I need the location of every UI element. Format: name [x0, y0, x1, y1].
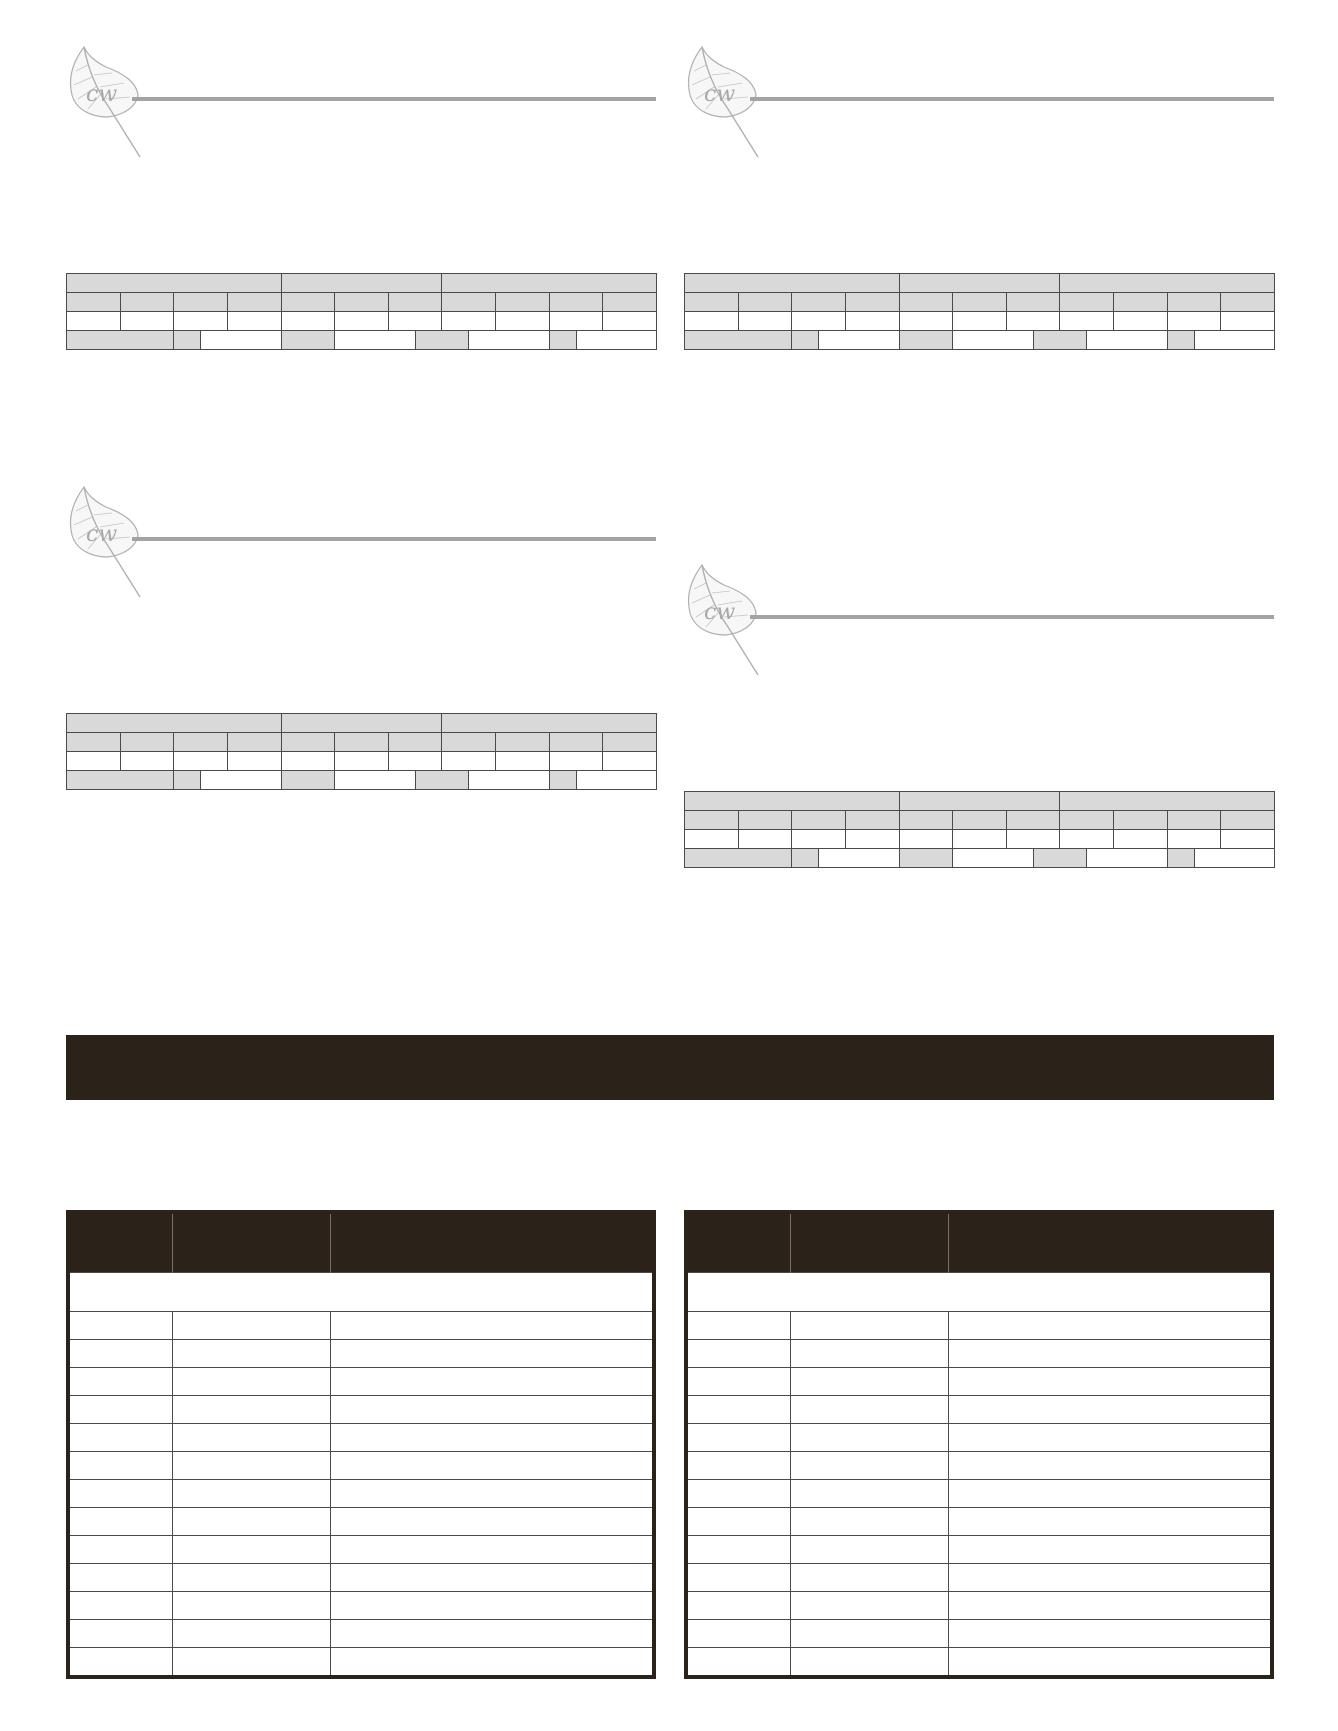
log-row — [686, 1340, 1272, 1368]
log-cell[interactable] — [68, 1424, 172, 1452]
spec-cell — [67, 274, 282, 293]
spec-grid — [66, 713, 657, 790]
log-row — [68, 1396, 654, 1424]
log-cell[interactable] — [948, 1620, 1272, 1648]
title-rule — [750, 615, 1274, 619]
log-row — [68, 1452, 654, 1480]
log-cell[interactable] — [172, 1592, 330, 1620]
log-cell[interactable] — [790, 1368, 948, 1396]
spec-cell — [1221, 811, 1275, 830]
card-header — [66, 485, 656, 605]
spec-cell — [67, 331, 174, 350]
log-row — [686, 1424, 1272, 1452]
spec-card — [66, 45, 656, 165]
spec-cell — [120, 733, 174, 752]
log-cell[interactable] — [172, 1396, 330, 1424]
log-row — [68, 1536, 654, 1564]
spec-cell — [388, 733, 442, 752]
log-row — [68, 1480, 654, 1508]
spec-cell — [1060, 792, 1275, 811]
spec-cell — [603, 733, 657, 752]
spec-subheader-row — [67, 293, 657, 312]
spec-cell — [335, 293, 389, 312]
leaf-icon — [684, 45, 764, 163]
log-cell[interactable] — [686, 1564, 790, 1592]
log-cell[interactable] — [686, 1368, 790, 1396]
spec-cell — [335, 331, 415, 350]
log-cell[interactable] — [68, 1592, 172, 1620]
log-cell[interactable] — [330, 1312, 654, 1340]
log-cell[interactable] — [172, 1536, 330, 1564]
spec-cell — [845, 293, 899, 312]
spec-cell — [792, 849, 819, 868]
log-cell[interactable] — [948, 1312, 1272, 1340]
log-cell[interactable] — [172, 1620, 330, 1648]
spec-cell — [845, 811, 899, 830]
spec-cell — [576, 331, 656, 350]
log-cell[interactable] — [948, 1536, 1272, 1564]
log-cell[interactable] — [330, 1648, 654, 1678]
spec-cell — [1167, 849, 1194, 868]
log-cell[interactable] — [948, 1452, 1272, 1480]
spec-cell — [67, 293, 121, 312]
spec-cell — [549, 331, 576, 350]
log-cell[interactable] — [330, 1368, 654, 1396]
spec-cell — [1221, 312, 1275, 331]
spec-card — [684, 45, 1274, 165]
log-cell[interactable] — [330, 1480, 654, 1508]
spec-cell — [953, 849, 1033, 868]
spec-value-row — [685, 312, 1275, 331]
log-row — [686, 1592, 1272, 1620]
log-row — [686, 1312, 1272, 1340]
spec-cell — [281, 293, 335, 312]
spec-cell — [415, 331, 469, 350]
log-header-cell — [790, 1212, 948, 1273]
spec-cell — [792, 331, 819, 350]
spec-subheader-row — [685, 811, 1275, 830]
log-header-cell — [172, 1212, 330, 1273]
spec-footer-row — [685, 331, 1275, 350]
log-section-cell[interactable] — [68, 1273, 654, 1312]
spec-cell — [549, 733, 603, 752]
spec-cell — [792, 811, 846, 830]
spec-cell — [335, 733, 389, 752]
spec-cell — [953, 331, 1033, 350]
spec-cell — [174, 312, 228, 331]
spec-cell — [415, 771, 469, 790]
spec-cell — [1060, 312, 1114, 331]
log-header-cell — [330, 1212, 654, 1273]
spec-cell — [685, 331, 792, 350]
spec-grid — [684, 273, 1275, 350]
spec-cell — [792, 293, 846, 312]
spec-value-row — [67, 312, 657, 331]
spec-cell — [603, 752, 657, 771]
spec-cell — [1060, 293, 1114, 312]
log-row — [68, 1340, 654, 1368]
spec-cell — [388, 293, 442, 312]
spec-cell — [549, 293, 603, 312]
log-cell[interactable] — [790, 1396, 948, 1424]
spec-cell — [1167, 312, 1221, 331]
log-cell[interactable] — [68, 1536, 172, 1564]
spec-cell — [496, 752, 550, 771]
spec-cell — [1060, 274, 1275, 293]
log-section-cell[interactable] — [686, 1273, 1272, 1312]
spec-footer-row — [67, 771, 657, 790]
log-table-left — [66, 1210, 656, 1679]
spec-cell — [792, 830, 846, 849]
spec-cell — [120, 312, 174, 331]
log-row — [68, 1508, 654, 1536]
log-row — [68, 1648, 654, 1678]
log-cell[interactable] — [172, 1368, 330, 1396]
log-cell[interactable] — [790, 1564, 948, 1592]
log-cell[interactable] — [330, 1508, 654, 1536]
spec-cell — [1006, 830, 1060, 849]
log-cell[interactable] — [948, 1480, 1272, 1508]
log-cell[interactable] — [948, 1648, 1272, 1678]
log-cell[interactable] — [686, 1312, 790, 1340]
spec-cell — [549, 752, 603, 771]
log-cell[interactable] — [172, 1480, 330, 1508]
log-row — [686, 1620, 1272, 1648]
spec-cell — [1114, 830, 1168, 849]
log-cell[interactable] — [172, 1564, 330, 1592]
log-cell[interactable] — [330, 1620, 654, 1648]
log-cell[interactable] — [68, 1648, 172, 1678]
log-cell[interactable] — [68, 1368, 172, 1396]
log-cell[interactable] — [948, 1508, 1272, 1536]
log-row — [68, 1564, 654, 1592]
spec-grid — [684, 791, 1275, 868]
spec-cell — [685, 274, 900, 293]
spec-cell — [953, 312, 1007, 331]
spec-cell — [442, 714, 657, 733]
log-row — [68, 1424, 654, 1452]
log-cell[interactable] — [948, 1592, 1272, 1620]
spec-cell — [603, 293, 657, 312]
spec-cell — [281, 274, 442, 293]
spec-cell — [442, 733, 496, 752]
log-cell[interactable] — [68, 1340, 172, 1368]
log-cell[interactable] — [172, 1648, 330, 1678]
spec-cell — [1087, 331, 1167, 350]
spec-cell — [845, 830, 899, 849]
log-row — [686, 1648, 1272, 1678]
spec-cell — [227, 293, 281, 312]
log-row — [68, 1368, 654, 1396]
spec-cell — [899, 312, 953, 331]
spec-cell — [899, 792, 1060, 811]
log-cell[interactable] — [790, 1648, 948, 1678]
spec-cell — [685, 830, 739, 849]
spec-cell — [899, 331, 953, 350]
spec-cell — [1033, 849, 1087, 868]
spec-cell — [388, 752, 442, 771]
spec-cell — [469, 771, 549, 790]
spec-cell — [845, 312, 899, 331]
log-cell[interactable] — [686, 1536, 790, 1564]
spec-cell — [738, 312, 792, 331]
spec-cell — [1167, 331, 1194, 350]
spec-cell — [281, 752, 335, 771]
spec-cell — [1167, 811, 1221, 830]
logo-text: cw — [704, 82, 736, 107]
log-cell[interactable] — [68, 1620, 172, 1648]
spec-cell — [442, 312, 496, 331]
log-cell[interactable] — [330, 1424, 654, 1452]
spec-cell — [576, 771, 656, 790]
spec-cell — [67, 733, 121, 752]
log-cell[interactable] — [948, 1424, 1272, 1452]
log-cell[interactable] — [172, 1424, 330, 1452]
spec-value-row — [685, 830, 1275, 849]
spec-cell — [227, 312, 281, 331]
spec-cell — [685, 849, 792, 868]
spec-cell — [1194, 849, 1274, 868]
log-cell[interactable] — [790, 1592, 948, 1620]
spec-cell — [603, 312, 657, 331]
log-cell[interactable] — [172, 1340, 330, 1368]
log-cell[interactable] — [948, 1368, 1272, 1396]
log-section-row — [68, 1273, 654, 1312]
log-cell[interactable] — [172, 1452, 330, 1480]
leaf-icon — [66, 45, 146, 163]
log-cell[interactable] — [790, 1508, 948, 1536]
spec-cell — [1114, 293, 1168, 312]
spec-subheader-row — [67, 733, 657, 752]
spec-cell — [1114, 312, 1168, 331]
logo-text: cw — [86, 522, 118, 547]
log-header-row — [686, 1212, 1272, 1273]
logo-text: cw — [704, 600, 736, 625]
spec-cell — [496, 733, 550, 752]
spec-cell — [201, 771, 281, 790]
spec-cell — [899, 274, 1060, 293]
spec-cell — [227, 752, 281, 771]
spec-cell — [67, 312, 121, 331]
log-cell[interactable] — [790, 1424, 948, 1452]
log-cell[interactable] — [790, 1452, 948, 1480]
spec-cell — [335, 771, 415, 790]
spec-cell — [1006, 811, 1060, 830]
spec-footer-row — [67, 331, 657, 350]
log-cell[interactable] — [686, 1452, 790, 1480]
log-cell[interactable] — [790, 1340, 948, 1368]
spec-cell — [174, 771, 201, 790]
spec-cell — [1194, 331, 1274, 350]
spec-cell — [738, 293, 792, 312]
log-cell[interactable] — [790, 1536, 948, 1564]
log-rows — [686, 1312, 1272, 1678]
log-cell[interactable] — [330, 1564, 654, 1592]
spec-cell — [899, 849, 953, 868]
spec-cell — [1033, 331, 1087, 350]
spec-cell — [174, 293, 228, 312]
spec-group-row — [67, 714, 657, 733]
log-rows — [68, 1312, 654, 1678]
log-cell[interactable] — [330, 1340, 654, 1368]
spec-subheader-row — [685, 293, 1275, 312]
title-rule — [132, 97, 656, 101]
log-row — [686, 1508, 1272, 1536]
spec-cell — [67, 771, 174, 790]
spec-cell — [549, 312, 603, 331]
spec-cell — [496, 293, 550, 312]
title-rule — [132, 537, 656, 541]
spec-cell — [335, 312, 389, 331]
leaf-icon — [684, 563, 764, 681]
spec-cell — [120, 752, 174, 771]
title-rule — [750, 97, 1274, 101]
spec-cell — [120, 293, 174, 312]
spec-cell — [469, 331, 549, 350]
leaf-icon — [66, 485, 146, 603]
log-cell[interactable] — [330, 1396, 654, 1424]
spec-cell — [953, 830, 1007, 849]
spec-cell — [1167, 293, 1221, 312]
card-header — [684, 45, 1274, 165]
section-banner — [66, 1035, 1274, 1100]
card-header — [684, 563, 1274, 683]
log-cell[interactable] — [790, 1312, 948, 1340]
log-header-cell — [686, 1212, 790, 1273]
log-row — [686, 1480, 1272, 1508]
spec-group-row — [685, 792, 1275, 811]
spec-cell — [685, 811, 739, 830]
spec-cell — [685, 293, 739, 312]
log-row — [686, 1452, 1272, 1480]
spec-cell — [281, 331, 335, 350]
spec-cell — [1221, 830, 1275, 849]
log-section-row — [686, 1273, 1272, 1312]
spec-cell — [1087, 849, 1167, 868]
log-cell[interactable] — [686, 1396, 790, 1424]
spec-cell — [899, 293, 953, 312]
log-row — [68, 1312, 654, 1340]
log-row — [686, 1368, 1272, 1396]
log-cell[interactable] — [948, 1564, 1272, 1592]
spec-cell — [792, 312, 846, 331]
log-cell[interactable] — [172, 1508, 330, 1536]
spec-card — [684, 563, 1274, 683]
spec-cell — [227, 733, 281, 752]
log-cell[interactable] — [330, 1536, 654, 1564]
spec-cell — [1060, 811, 1114, 830]
spec-cell — [442, 274, 657, 293]
spec-cell — [549, 771, 576, 790]
spec-cell — [819, 331, 899, 350]
spec-cell — [1114, 811, 1168, 830]
spec-grid — [66, 273, 657, 350]
spec-cell — [819, 849, 899, 868]
spec-cell — [1221, 293, 1275, 312]
spec-cell — [685, 312, 739, 331]
log-cell[interactable] — [948, 1396, 1272, 1424]
spec-group-row — [685, 274, 1275, 293]
log-cell[interactable] — [790, 1620, 948, 1648]
spec-cell — [67, 752, 121, 771]
spec-cell — [281, 771, 335, 790]
spec-cell — [1006, 293, 1060, 312]
log-cell[interactable] — [68, 1452, 172, 1480]
log-cell[interactable] — [68, 1480, 172, 1508]
spec-cell — [738, 811, 792, 830]
log-row — [686, 1536, 1272, 1564]
log-cell[interactable] — [790, 1480, 948, 1508]
log-cell[interactable] — [686, 1648, 790, 1678]
spec-cell — [738, 830, 792, 849]
spec-cell — [281, 714, 442, 733]
spec-cell — [1060, 830, 1114, 849]
spec-cell — [685, 792, 900, 811]
log-row — [686, 1564, 1272, 1592]
log-cell[interactable] — [68, 1312, 172, 1340]
spec-cell — [899, 811, 953, 830]
log-row — [68, 1592, 654, 1620]
log-cell[interactable] — [330, 1452, 654, 1480]
spec-cell — [281, 733, 335, 752]
spec-cell — [953, 811, 1007, 830]
spec-cell — [442, 293, 496, 312]
spec-card — [66, 485, 656, 605]
spec-cell — [174, 733, 228, 752]
log-cell[interactable] — [68, 1564, 172, 1592]
log-cell[interactable] — [68, 1396, 172, 1424]
spec-footer-row — [685, 849, 1275, 868]
log-cell[interactable] — [330, 1592, 654, 1620]
spec-cell — [67, 714, 282, 733]
log-header-cell — [948, 1212, 1272, 1273]
log-cell[interactable] — [948, 1340, 1272, 1368]
card-header — [66, 45, 656, 165]
spec-cell — [174, 331, 201, 350]
spec-cell — [1167, 830, 1221, 849]
log-row — [686, 1396, 1272, 1424]
log-cell[interactable] — [686, 1620, 790, 1648]
spec-cell — [1006, 312, 1060, 331]
spec-value-row — [67, 752, 657, 771]
log-cell[interactable] — [686, 1340, 790, 1368]
spec-cell — [174, 752, 228, 771]
spec-cell — [281, 312, 335, 331]
log-cell[interactable] — [172, 1312, 330, 1340]
spec-cell — [442, 752, 496, 771]
spec-group-row — [67, 274, 657, 293]
log-table-right — [684, 1210, 1274, 1679]
log-header-row — [68, 1212, 654, 1273]
log-cell[interactable] — [68, 1508, 172, 1536]
log-cell[interactable] — [686, 1508, 790, 1536]
spec-cell — [201, 331, 281, 350]
spec-cell — [953, 293, 1007, 312]
spec-cell — [496, 312, 550, 331]
spec-cell — [899, 830, 953, 849]
log-cell[interactable] — [686, 1592, 790, 1620]
log-cell[interactable] — [686, 1480, 790, 1508]
log-cell[interactable] — [686, 1424, 790, 1452]
spec-cell — [388, 312, 442, 331]
log-header-cell — [68, 1212, 172, 1273]
log-row — [68, 1620, 654, 1648]
spec-cell — [335, 752, 389, 771]
logo-text: cw — [86, 82, 118, 107]
